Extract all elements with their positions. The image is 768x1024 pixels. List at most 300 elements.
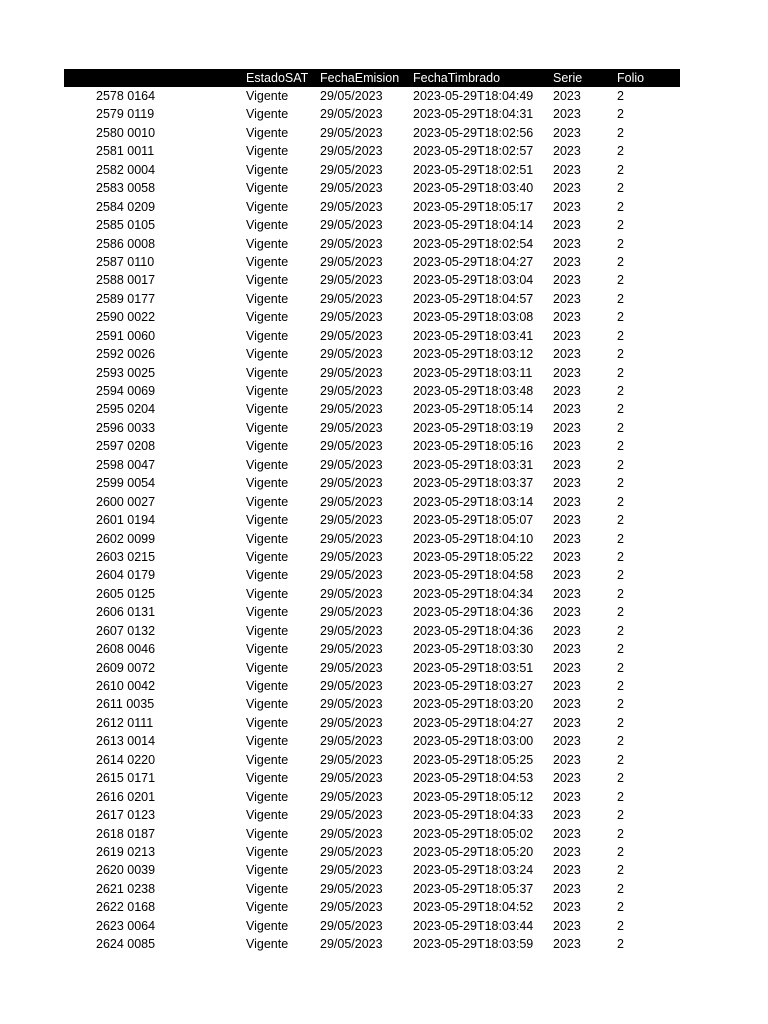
cell-id: 2589 0177 xyxy=(96,291,156,306)
cell-folio: 2 xyxy=(617,715,624,730)
table-row xyxy=(64,382,680,400)
table-row xyxy=(64,419,680,437)
cell-folio: 2 xyxy=(617,808,624,823)
cell-fecha-timbrado: 2023-05-29T18:04:31 xyxy=(413,107,534,122)
cell-serie: 2023 xyxy=(553,900,581,915)
cell-estado-sat: Vigente xyxy=(246,826,289,841)
cell-fecha-timbrado: 2023-05-29T18:03:31 xyxy=(413,457,534,472)
cell-estado-sat: Vigente xyxy=(246,881,289,896)
cell-estado-sat: Vigente xyxy=(246,771,289,786)
cell-fecha-emision: 29/05/2023 xyxy=(320,568,383,583)
cell-estado-sat: Vigente xyxy=(246,328,289,343)
table-row xyxy=(64,124,680,142)
cell-fecha-timbrado: 2023-05-29T18:03:51 xyxy=(413,660,534,675)
cell-fecha-emision: 29/05/2023 xyxy=(320,679,383,693)
cell-id: 2621 0238 xyxy=(96,881,156,896)
cell-estado-sat: Vigente xyxy=(246,365,289,380)
cell-fecha-timbrado: 2023-05-29T18:03:44 xyxy=(413,918,534,933)
cell-serie: 2023 xyxy=(553,273,581,288)
cell-fecha-emision: 29/05/2023 xyxy=(320,937,383,952)
table-row xyxy=(64,437,680,455)
cell-folio: 2 xyxy=(617,752,624,767)
cell-fecha-emision: 29/05/2023 xyxy=(320,218,383,233)
cell-estado-sat: Vigente xyxy=(246,642,289,657)
cell-id: 2578 0164 xyxy=(96,89,156,103)
cell-id: 2604 0179 xyxy=(96,568,156,583)
cell-folio: 2 xyxy=(617,734,624,749)
cell-id: 2599 0054 xyxy=(96,476,156,491)
cell-serie: 2023 xyxy=(553,365,581,380)
cell-serie: 2023 xyxy=(553,513,581,528)
cell-serie: 2023 xyxy=(553,420,581,435)
cell-fecha-emision: 29/05/2023 xyxy=(320,162,383,177)
cell-folio: 2 xyxy=(617,844,624,859)
cell-serie: 2023 xyxy=(553,586,581,601)
table-row xyxy=(64,142,680,160)
cell-fecha-timbrado: 2023-05-29T18:02:54 xyxy=(413,236,534,251)
cell-id: 2618 0187 xyxy=(96,826,156,841)
cell-fecha-timbrado: 2023-05-29T18:03:40 xyxy=(413,181,534,196)
cell-fecha-timbrado: 2023-05-29T18:04:34 xyxy=(413,586,534,601)
cell-fecha-emision: 29/05/2023 xyxy=(320,605,383,620)
cell-estado-sat: Vigente xyxy=(246,549,289,564)
header-fecha-emision: FechaEmision xyxy=(320,71,400,85)
cell-folio: 2 xyxy=(617,623,624,638)
cell-folio: 2 xyxy=(617,144,624,159)
cell-fecha-timbrado: 2023-05-29T18:05:20 xyxy=(413,844,534,859)
cell-serie: 2023 xyxy=(553,881,581,896)
table-row xyxy=(64,898,680,916)
cell-folio: 2 xyxy=(617,420,624,435)
cell-fecha-emision: 29/05/2023 xyxy=(320,199,383,214)
cell-folio: 2 xyxy=(617,642,624,657)
cell-estado-sat: Vigente xyxy=(246,347,289,362)
header-estado-sat: EstadoSAT xyxy=(246,71,309,85)
table-row xyxy=(64,364,680,382)
cell-id: 2584 0209 xyxy=(96,199,156,214)
header-folio: Folio xyxy=(617,71,645,85)
table-row xyxy=(64,880,680,898)
cell-folio: 2 xyxy=(617,291,624,306)
cell-fecha-emision: 29/05/2023 xyxy=(320,789,383,804)
cell-fecha-emision: 29/05/2023 xyxy=(320,826,383,841)
cell-id: 2614 0220 xyxy=(96,752,156,767)
table-row xyxy=(64,179,680,197)
table-row xyxy=(64,327,680,345)
cell-folio: 2 xyxy=(617,789,624,804)
cell-folio: 2 xyxy=(617,457,624,472)
cell-serie: 2023 xyxy=(553,679,581,693)
cell-fecha-emision: 29/05/2023 xyxy=(320,863,383,878)
cell-serie: 2023 xyxy=(553,549,581,564)
cell-folio: 2 xyxy=(617,918,624,933)
cell-id: 2608 0046 xyxy=(96,642,156,657)
cell-folio: 2 xyxy=(617,531,624,546)
cell-folio: 2 xyxy=(617,439,624,454)
cell-estado-sat: Vigente xyxy=(246,789,289,804)
table-row xyxy=(64,105,680,123)
cell-fecha-timbrado: 2023-05-29T18:04:53 xyxy=(413,771,534,786)
cell-folio: 2 xyxy=(617,568,624,583)
cell-estado-sat: Vigente xyxy=(246,605,289,620)
cell-fecha-timbrado: 2023-05-29T18:03:41 xyxy=(413,328,534,343)
table-row xyxy=(64,751,680,769)
cell-folio: 2 xyxy=(617,402,624,417)
table-row xyxy=(64,530,680,548)
cell-fecha-emision: 29/05/2023 xyxy=(320,476,383,491)
cell-estado-sat: Vigente xyxy=(246,89,289,103)
cell-id: 2613 0014 xyxy=(96,734,156,749)
cell-folio: 2 xyxy=(617,697,624,712)
cell-folio: 2 xyxy=(617,937,624,952)
table-row xyxy=(64,290,680,308)
table-row xyxy=(64,603,680,621)
table-body xyxy=(64,87,680,954)
table-row xyxy=(64,585,680,603)
cell-fecha-emision: 29/05/2023 xyxy=(320,107,383,122)
table-row xyxy=(64,216,680,234)
cell-serie: 2023 xyxy=(553,125,581,140)
cell-fecha-timbrado: 2023-05-29T18:05:12 xyxy=(413,789,534,804)
cell-id: 2586 0008 xyxy=(96,236,156,251)
cell-fecha-emision: 29/05/2023 xyxy=(320,365,383,380)
cell-id: 2583 0058 xyxy=(96,181,156,196)
cell-serie: 2023 xyxy=(553,568,581,583)
cell-serie: 2023 xyxy=(553,402,581,417)
cell-folio: 2 xyxy=(617,328,624,343)
cell-fecha-emision: 29/05/2023 xyxy=(320,291,383,306)
cell-folio: 2 xyxy=(617,218,624,233)
cell-id: 2616 0201 xyxy=(96,789,156,804)
cell-fecha-emision: 29/05/2023 xyxy=(320,881,383,896)
cell-estado-sat: Vigente xyxy=(246,144,289,159)
cell-fecha-timbrado: 2023-05-29T18:03:04 xyxy=(413,273,534,288)
cell-estado-sat: Vigente xyxy=(246,734,289,749)
cell-estado-sat: Vigente xyxy=(246,420,289,435)
cell-id: 2587 0110 xyxy=(96,254,155,269)
cell-fecha-timbrado: 2023-05-29T18:05:17 xyxy=(413,199,534,214)
cell-fecha-emision: 29/05/2023 xyxy=(320,273,383,288)
cell-serie: 2023 xyxy=(553,494,581,509)
cell-fecha-emision: 29/05/2023 xyxy=(320,642,383,657)
table-row xyxy=(64,308,680,326)
cell-serie: 2023 xyxy=(553,236,581,251)
cell-estado-sat: Vigente xyxy=(246,162,289,177)
cell-id: 2615 0171 xyxy=(96,771,156,786)
cell-fecha-emision: 29/05/2023 xyxy=(320,310,383,325)
cell-serie: 2023 xyxy=(553,789,581,804)
cell-fecha-timbrado: 2023-05-29T18:04:57 xyxy=(413,291,534,306)
cell-fecha-emision: 29/05/2023 xyxy=(320,494,383,509)
cell-estado-sat: Vigente xyxy=(246,181,289,196)
cell-id: 2606 0131 xyxy=(96,605,156,620)
cell-estado-sat: Vigente xyxy=(246,568,289,583)
cell-fecha-emision: 29/05/2023 xyxy=(320,347,383,362)
cell-serie: 2023 xyxy=(553,199,581,214)
cell-id: 2611 0035 xyxy=(96,697,155,712)
table-header xyxy=(64,69,680,87)
cell-fecha-emision: 29/05/2023 xyxy=(320,752,383,767)
cell-fecha-emision: 29/05/2023 xyxy=(320,900,383,915)
table-row xyxy=(64,456,680,474)
cell-fecha-timbrado: 2023-05-29T18:03:37 xyxy=(413,476,534,491)
cell-folio: 2 xyxy=(617,236,624,251)
cell-folio: 2 xyxy=(617,89,624,103)
cell-serie: 2023 xyxy=(553,826,581,841)
cell-fecha-emision: 29/05/2023 xyxy=(320,697,383,712)
cell-estado-sat: Vigente xyxy=(246,586,289,601)
cell-folio: 2 xyxy=(617,347,624,362)
table-row xyxy=(64,566,680,584)
cell-serie: 2023 xyxy=(553,291,581,306)
cell-id: 2620 0039 xyxy=(96,863,156,878)
cell-fecha-emision: 29/05/2023 xyxy=(320,125,383,140)
table-row xyxy=(64,695,680,713)
cell-serie: 2023 xyxy=(553,328,581,343)
cell-fecha-timbrado: 2023-05-29T18:04:14 xyxy=(413,218,534,233)
cell-estado-sat: Vigente xyxy=(246,384,289,398)
table-row xyxy=(64,161,680,179)
cell-folio: 2 xyxy=(617,310,624,325)
cell-fecha-emision: 29/05/2023 xyxy=(320,660,383,675)
cell-id: 2594 0069 xyxy=(96,384,156,398)
cell-estado-sat: Vigente xyxy=(246,402,289,417)
cell-estado-sat: Vigente xyxy=(246,660,289,675)
cell-folio: 2 xyxy=(617,863,624,878)
cell-id: 2593 0025 xyxy=(96,365,156,380)
cell-serie: 2023 xyxy=(553,918,581,933)
cell-fecha-timbrado: 2023-05-29T18:04:10 xyxy=(413,531,534,546)
cell-serie: 2023 xyxy=(553,844,581,859)
cell-serie: 2023 xyxy=(553,218,581,233)
cell-estado-sat: Vigente xyxy=(246,513,289,528)
table-row xyxy=(64,87,680,105)
cell-folio: 2 xyxy=(617,273,624,288)
table-row xyxy=(64,622,680,640)
cell-id: 2598 0047 xyxy=(96,457,156,472)
table-row xyxy=(64,345,680,363)
table-row xyxy=(64,917,680,935)
cell-folio: 2 xyxy=(617,586,624,601)
cell-fecha-timbrado: 2023-05-29T18:03:00 xyxy=(413,734,534,749)
cell-id: 2580 0010 xyxy=(96,125,156,140)
cell-folio: 2 xyxy=(617,549,624,564)
cell-fecha-emision: 29/05/2023 xyxy=(320,531,383,546)
cell-id: 2582 0004 xyxy=(96,162,156,177)
cell-fecha-emision: 29/05/2023 xyxy=(320,918,383,933)
cell-id: 2596 0033 xyxy=(96,420,156,435)
cell-fecha-emision: 29/05/2023 xyxy=(320,328,383,343)
table-row xyxy=(64,400,680,418)
cell-estado-sat: Vigente xyxy=(246,752,289,767)
cell-fecha-emision: 29/05/2023 xyxy=(320,384,383,398)
cell-id: 2591 0060 xyxy=(96,328,156,343)
cell-fecha-timbrado: 2023-05-29T18:05:22 xyxy=(413,549,534,564)
cell-fecha-timbrado: 2023-05-29T18:02:57 xyxy=(413,144,534,159)
cell-id: 2592 0026 xyxy=(96,347,156,362)
cell-estado-sat: Vigente xyxy=(246,254,289,269)
table-row xyxy=(64,548,680,566)
cell-folio: 2 xyxy=(617,900,624,915)
cell-estado-sat: Vigente xyxy=(246,107,289,122)
cell-serie: 2023 xyxy=(553,642,581,657)
cell-id: 2585 0105 xyxy=(96,218,156,233)
cell-estado-sat: Vigente xyxy=(246,715,289,730)
cell-estado-sat: Vigente xyxy=(246,863,289,878)
cell-folio: 2 xyxy=(617,660,624,675)
header-fecha-timbrado: FechaTimbrado xyxy=(413,71,501,85)
table-row xyxy=(64,677,680,695)
cell-id: 2579 0119 xyxy=(96,107,155,122)
cell-serie: 2023 xyxy=(553,439,581,454)
table-row xyxy=(64,843,680,861)
cell-fecha-timbrado: 2023-05-29T18:05:25 xyxy=(413,752,534,767)
cell-estado-sat: Vigente xyxy=(246,844,289,859)
cell-folio: 2 xyxy=(617,679,624,693)
cell-fecha-timbrado: 2023-05-29T18:04:49 xyxy=(413,89,534,103)
cell-fecha-timbrado: 2023-05-29T18:04:36 xyxy=(413,623,534,638)
cell-serie: 2023 xyxy=(553,808,581,823)
cell-folio: 2 xyxy=(617,881,624,896)
cell-id: 2622 0168 xyxy=(96,900,156,915)
cell-estado-sat: Vigente xyxy=(246,900,289,915)
cell-id: 2595 0204 xyxy=(96,402,156,417)
cell-fecha-emision: 29/05/2023 xyxy=(320,771,383,786)
cell-serie: 2023 xyxy=(553,89,581,103)
cell-fecha-emision: 29/05/2023 xyxy=(320,844,383,859)
cell-serie: 2023 xyxy=(553,384,581,398)
cell-serie: 2023 xyxy=(553,605,581,620)
cell-id: 2588 0017 xyxy=(96,273,156,288)
cell-id: 2624 0085 xyxy=(96,937,156,952)
cell-id: 2612 0111 xyxy=(96,715,154,730)
cell-folio: 2 xyxy=(617,199,624,214)
cell-fecha-timbrado: 2023-05-29T18:05:37 xyxy=(413,881,534,896)
cell-id: 2581 0011 xyxy=(96,144,155,159)
cell-folio: 2 xyxy=(617,771,624,786)
cell-fecha-emision: 29/05/2023 xyxy=(320,254,383,269)
table-row xyxy=(64,198,680,216)
cell-estado-sat: Vigente xyxy=(246,679,289,693)
table-row xyxy=(64,640,680,658)
cell-serie: 2023 xyxy=(553,254,581,269)
cell-fecha-timbrado: 2023-05-29T18:05:14 xyxy=(413,402,534,417)
cell-fecha-timbrado: 2023-05-29T18:03:20 xyxy=(413,697,534,712)
cell-fecha-timbrado: 2023-05-29T18:03:24 xyxy=(413,863,534,878)
cell-fecha-timbrado: 2023-05-29T18:04:58 xyxy=(413,568,534,583)
cell-id: 2610 0042 xyxy=(96,679,156,693)
cell-fecha-timbrado: 2023-05-29T18:05:16 xyxy=(413,439,534,454)
cell-serie: 2023 xyxy=(553,697,581,712)
cell-id: 2590 0022 xyxy=(96,310,156,325)
cell-folio: 2 xyxy=(617,384,624,398)
cell-folio: 2 xyxy=(617,181,624,196)
cell-fecha-emision: 29/05/2023 xyxy=(320,623,383,638)
table-row xyxy=(64,732,680,750)
cell-estado-sat: Vigente xyxy=(246,918,289,933)
cell-fecha-timbrado: 2023-05-29T18:04:36 xyxy=(413,605,534,620)
table-row xyxy=(64,769,680,787)
cell-estado-sat: Vigente xyxy=(246,808,289,823)
cell-fecha-emision: 29/05/2023 xyxy=(320,144,383,159)
header-serie: Serie xyxy=(553,71,583,85)
cell-serie: 2023 xyxy=(553,144,581,159)
cell-id: 2600 0027 xyxy=(96,494,156,509)
cell-serie: 2023 xyxy=(553,752,581,767)
cell-id: 2601 0194 xyxy=(96,513,156,528)
cell-fecha-emision: 29/05/2023 xyxy=(320,586,383,601)
cell-folio: 2 xyxy=(617,476,624,491)
table-row xyxy=(64,511,680,529)
cell-serie: 2023 xyxy=(553,310,581,325)
cell-fecha-timbrado: 2023-05-29T18:03:19 xyxy=(413,420,534,435)
cell-serie: 2023 xyxy=(553,107,581,122)
cell-folio: 2 xyxy=(617,605,624,620)
table-row xyxy=(64,788,680,806)
table-row xyxy=(64,861,680,879)
cell-fecha-timbrado: 2023-05-29T18:03:14 xyxy=(413,494,534,509)
cell-fecha-emision: 29/05/2023 xyxy=(320,715,383,730)
cell-estado-sat: Vigente xyxy=(246,236,289,251)
cell-estado-sat: Vigente xyxy=(246,476,289,491)
cell-fecha-timbrado: 2023-05-29T18:04:27 xyxy=(413,254,534,269)
cell-folio: 2 xyxy=(617,826,624,841)
cell-folio: 2 xyxy=(617,513,624,528)
cell-id: 2617 0123 xyxy=(96,808,156,823)
cell-id: 2605 0125 xyxy=(96,586,156,601)
cell-folio: 2 xyxy=(617,107,624,122)
cell-estado-sat: Vigente xyxy=(246,291,289,306)
cell-fecha-timbrado: 2023-05-29T18:03:27 xyxy=(413,679,534,693)
table-row xyxy=(64,474,680,492)
cell-estado-sat: Vigente xyxy=(246,199,289,214)
table-row xyxy=(64,935,680,953)
cell-estado-sat: Vigente xyxy=(246,273,289,288)
cell-estado-sat: Vigente xyxy=(246,457,289,472)
table-row xyxy=(64,806,680,824)
cell-serie: 2023 xyxy=(553,531,581,546)
cell-fecha-emision: 29/05/2023 xyxy=(320,457,383,472)
cell-serie: 2023 xyxy=(553,937,581,952)
cell-fecha-emision: 29/05/2023 xyxy=(320,420,383,435)
cell-serie: 2023 xyxy=(553,660,581,675)
cell-serie: 2023 xyxy=(553,162,581,177)
spreadsheet-table xyxy=(64,69,680,954)
cell-folio: 2 xyxy=(617,254,624,269)
cell-folio: 2 xyxy=(617,365,624,380)
cell-fecha-timbrado: 2023-05-29T18:05:02 xyxy=(413,826,534,841)
cell-fecha-emision: 29/05/2023 xyxy=(320,808,383,823)
cell-fecha-timbrado: 2023-05-29T18:03:11 xyxy=(413,365,533,380)
cell-estado-sat: Vigente xyxy=(246,125,289,140)
cell-serie: 2023 xyxy=(553,347,581,362)
cell-id: 2619 0213 xyxy=(96,844,156,859)
cell-id: 2607 0132 xyxy=(96,623,156,638)
cell-id: 2602 0099 xyxy=(96,531,156,546)
cell-estado-sat: Vigente xyxy=(246,310,289,325)
cell-fecha-emision: 29/05/2023 xyxy=(320,439,383,454)
cell-id: 2609 0072 xyxy=(96,660,156,675)
table-row xyxy=(64,825,680,843)
cell-folio: 2 xyxy=(617,125,624,140)
cell-fecha-emision: 29/05/2023 xyxy=(320,402,383,417)
table-row xyxy=(64,493,680,511)
table-row xyxy=(64,235,680,253)
cell-serie: 2023 xyxy=(553,771,581,786)
cell-estado-sat: Vigente xyxy=(246,439,289,454)
cell-id: 2597 0208 xyxy=(96,439,156,454)
cell-fecha-emision: 29/05/2023 xyxy=(320,734,383,749)
